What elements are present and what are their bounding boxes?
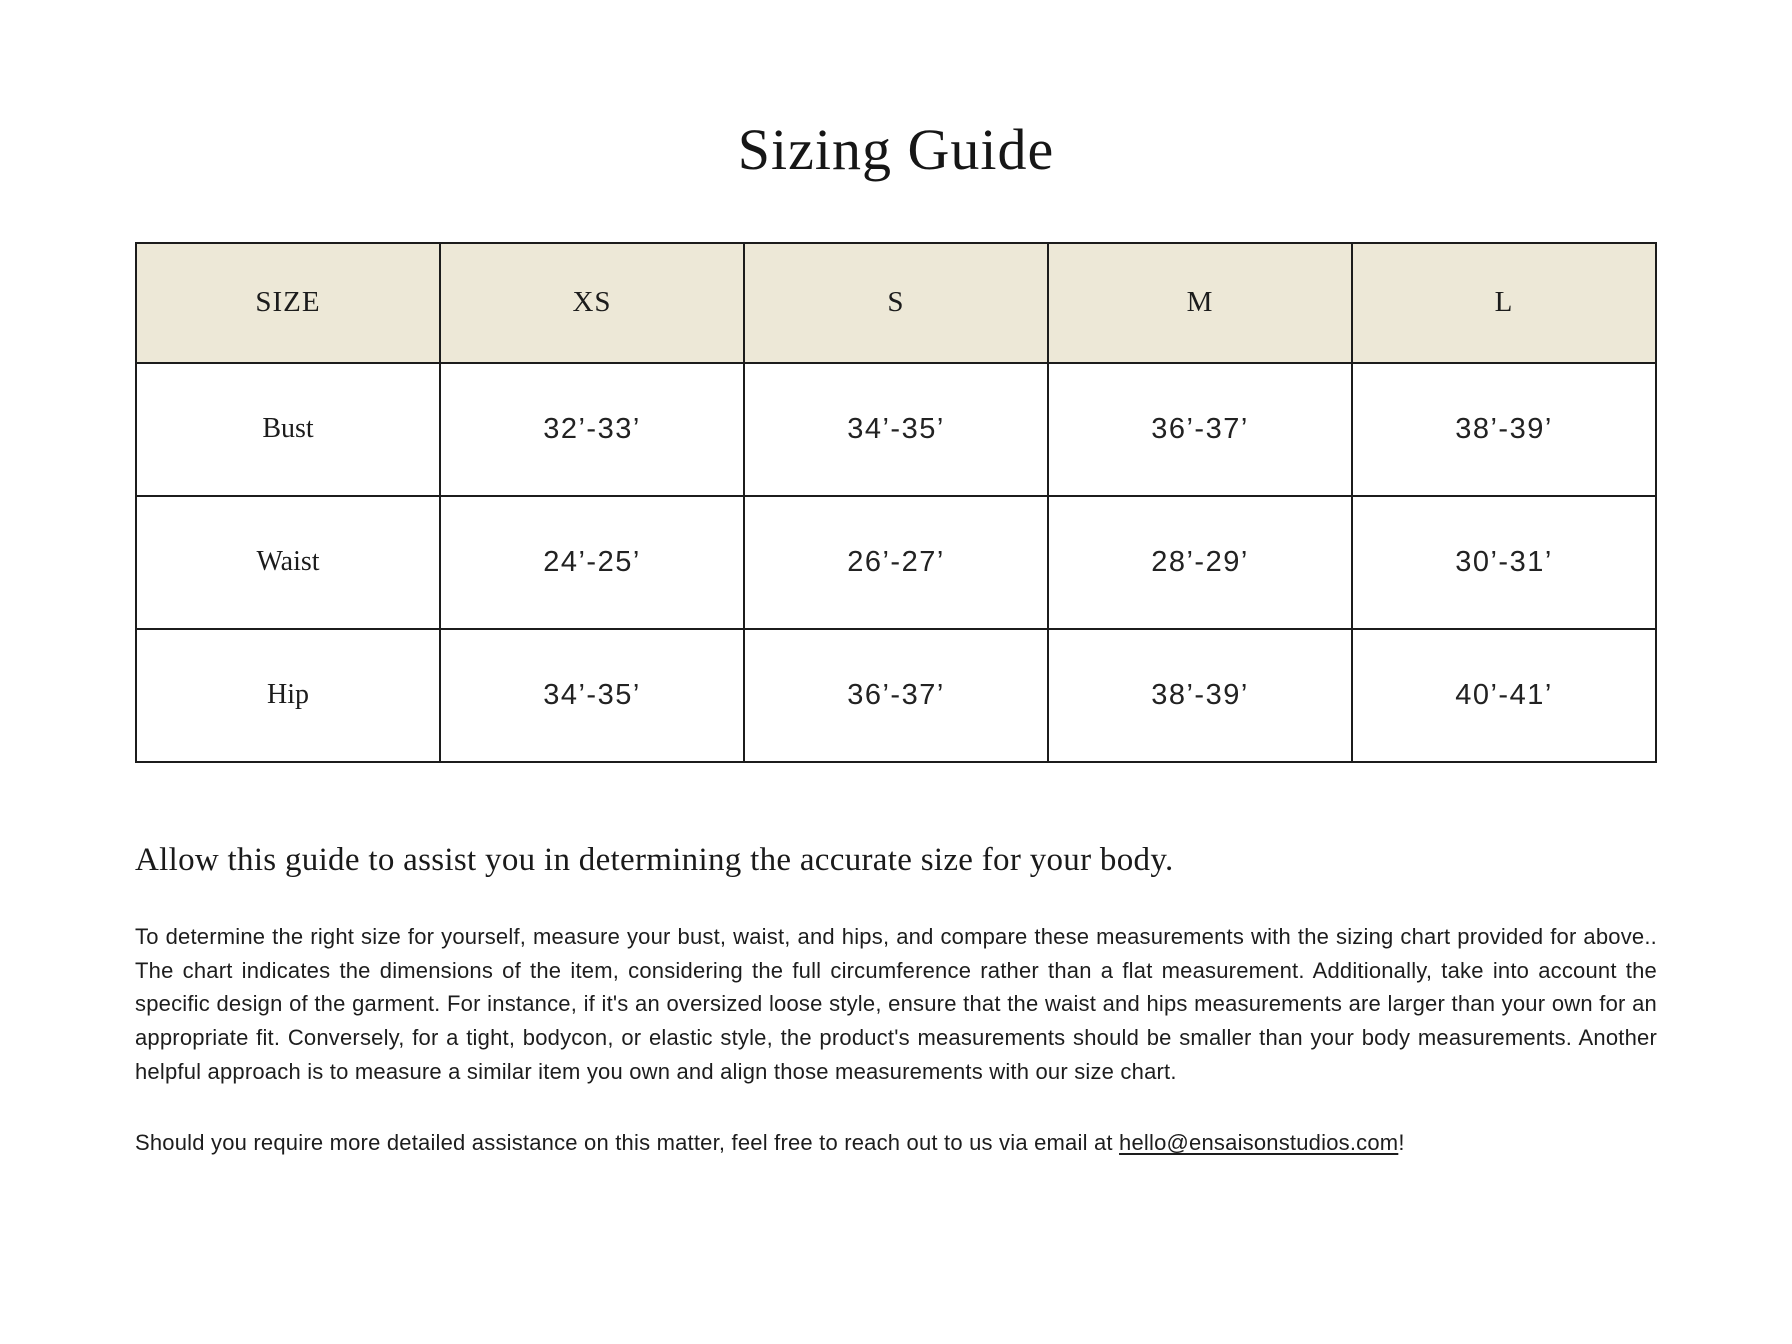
email-link[interactable]: hello@ensaisonstudios.com xyxy=(1119,1130,1399,1156)
size-value: 34’-35’ xyxy=(440,629,744,762)
guide-paragraph: To determine the right size for yourself, measure your bust, waist, and hips, and compare these measurements with the sizing chart provided for above.. The chart indicates the dimensions of the item, considering the full circumference rather than a flat measurement. Additionally, take into account the specific design of the garment. For instance, if it's an oversized loose style, ensure that the waist and hips measurements are larger than your own for an appropriate fit. Conversely, for a tight, bodycon, or elastic style, the product's measurements should be smaller than your body measurements. Another helpful approach is to measure a similar item you own and align those measurements with our size chart. xyxy=(135,924,1657,1084)
size-value: 30’-31’ xyxy=(1352,496,1656,629)
size-value: 36’-37’ xyxy=(744,629,1048,762)
column-header-s: S xyxy=(744,243,1048,363)
size-value: 24’-25’ xyxy=(440,496,744,629)
row-label-bust: Bust xyxy=(136,363,440,496)
size-value: 28’-29’ xyxy=(1048,496,1352,629)
column-header-l: L xyxy=(1352,243,1656,363)
size-value: 40’-41’ xyxy=(1352,629,1656,762)
row-label-waist: Waist xyxy=(136,496,440,629)
table-header-row xyxy=(136,243,1656,363)
size-value: 38’-39’ xyxy=(1048,629,1352,762)
contact-text-prefix: Should you require more detailed assistance on this matter, feel free to reach out to us via email at xyxy=(135,1130,1120,1156)
column-header-xs: XS xyxy=(440,243,744,363)
size-value: 38’-39’ xyxy=(1352,363,1656,496)
contact-text-suffix: ! xyxy=(1398,1130,1405,1156)
column-header-size: SIZE xyxy=(136,243,440,363)
table-row xyxy=(136,629,1656,762)
table-row xyxy=(136,496,1656,629)
sizing-table xyxy=(135,242,1657,763)
size-value: 34’-35’ xyxy=(744,363,1048,496)
page-title: Sizing Guide xyxy=(737,117,1055,182)
guide-subheading: Allow this guide to assist you in determining the accurate size for your body. xyxy=(135,841,1174,878)
size-value: 32’-33’ xyxy=(440,363,744,496)
contact-line xyxy=(135,1126,1657,1159)
size-value: 26’-27’ xyxy=(744,496,1048,629)
size-value: 36’-37’ xyxy=(1048,363,1352,496)
column-header-m: M xyxy=(1048,243,1352,363)
row-label-hip: Hip xyxy=(136,629,440,762)
table-row xyxy=(136,363,1656,496)
